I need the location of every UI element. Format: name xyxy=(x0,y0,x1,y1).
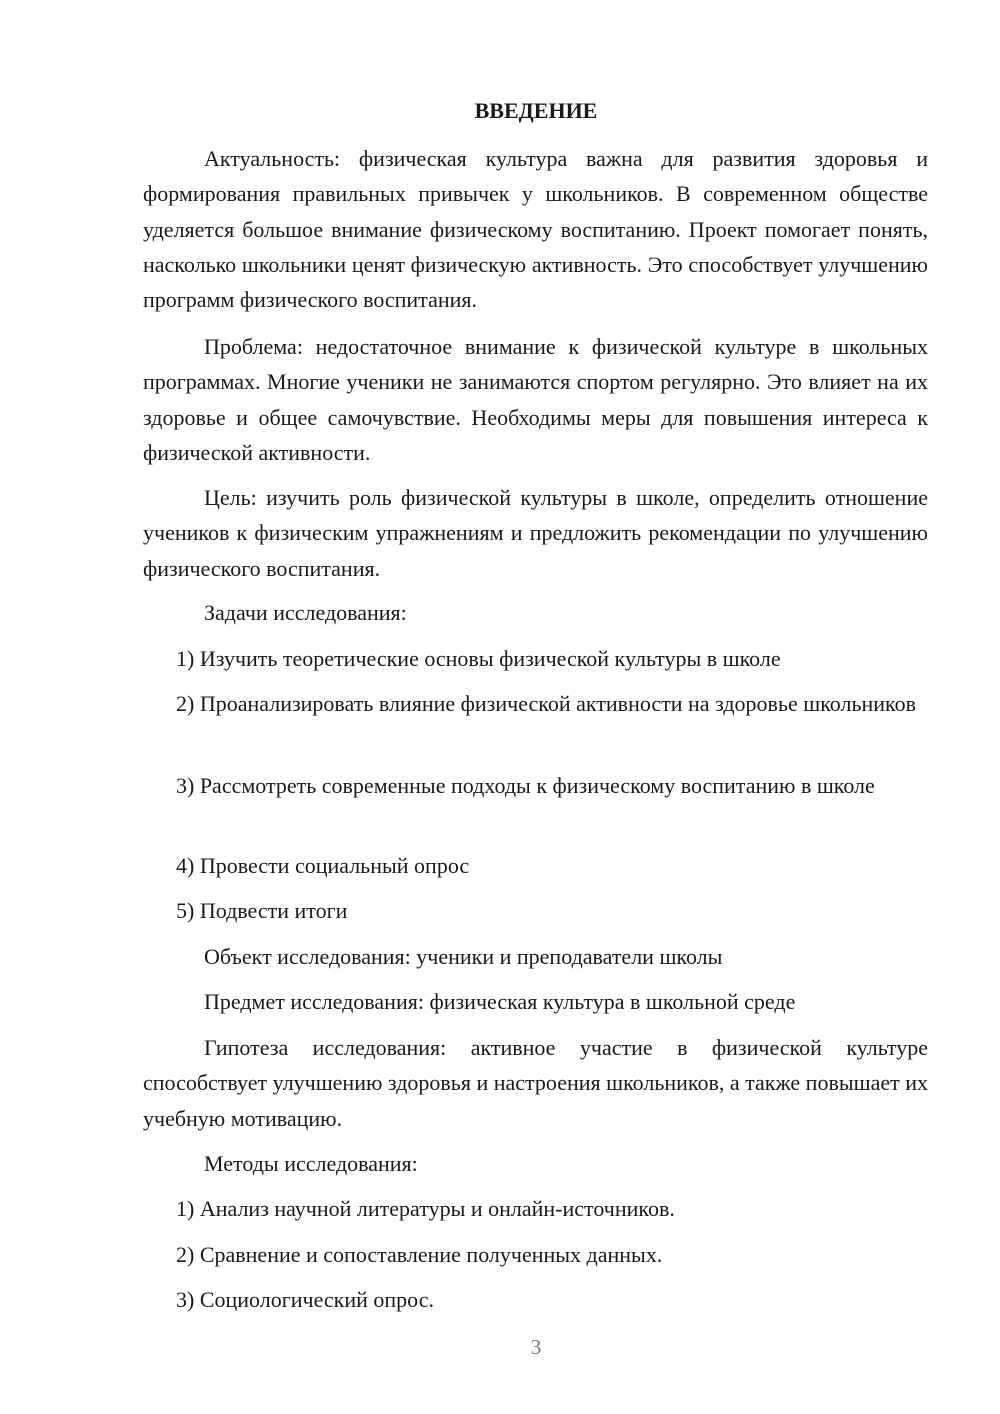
hypothesis-paragraph: Гипотеза исследования: активное участие в физической культуре способствует улучшению здоровья и настроения школьников, а также повышает их учебную мотивацию. xyxy=(143,1035,928,1131)
goal-paragraph: Цель: изучить роль физической культуры в школе, определить отношение учеников к физическим упражнениям и предложить рекомендации по улучшению физического воспитания. xyxy=(143,485,928,581)
task-item-4: 4) Провести социальный опрос xyxy=(176,853,470,878)
method-item-2: 2) Сравнение и сопоставление полученных данных. xyxy=(176,1242,663,1267)
task-item-1: 1) Изучить теоретические основы физической культуры в школе xyxy=(176,646,781,671)
method-item-3: 3) Социологический опрос. xyxy=(176,1287,434,1312)
task-item-5: 5) Подвести итоги xyxy=(176,898,348,923)
method-item-1: 1) Анализ научной литературы и онлайн-источников. xyxy=(176,1196,675,1221)
relevance-paragraph: Актуальность: физическая культура важна для развития здоровья и формирования правильных привычек у школьников. В современном обществе уделяется большое внимание физическому воспитанию. Проект помогает понять, насколько школьники ценят физическую активность. Это способствует улучшению программ физического воспитания. xyxy=(143,146,928,313)
task-item-2: 2) Проанализировать влияние физической активности на здоровье школьников xyxy=(176,691,916,716)
subject-paragraph: Предмет исследования: физическая культура в школьной среде xyxy=(204,989,796,1014)
page-title: ВВЕДЕНИЕ xyxy=(474,98,598,123)
methods-heading: Методы исследования: xyxy=(204,1151,418,1176)
tasks-heading: Задачи исследования: xyxy=(204,600,407,625)
page-number: 3 xyxy=(530,1335,542,1359)
problem-paragraph: Проблема: недостаточное внимание к физической культуре в школьных программах. Многие ученики не занимаются спортом регулярно. Это влияет на их здоровье и общее самочувствие. Необходимы меры для повышения интереса к физической активности. xyxy=(143,334,928,465)
task-item-3: 3) Рассмотреть современные подходы к физическому воспитанию в школе xyxy=(176,773,875,798)
object-paragraph: Объект исследования: ученики и преподаватели школы xyxy=(204,944,723,969)
